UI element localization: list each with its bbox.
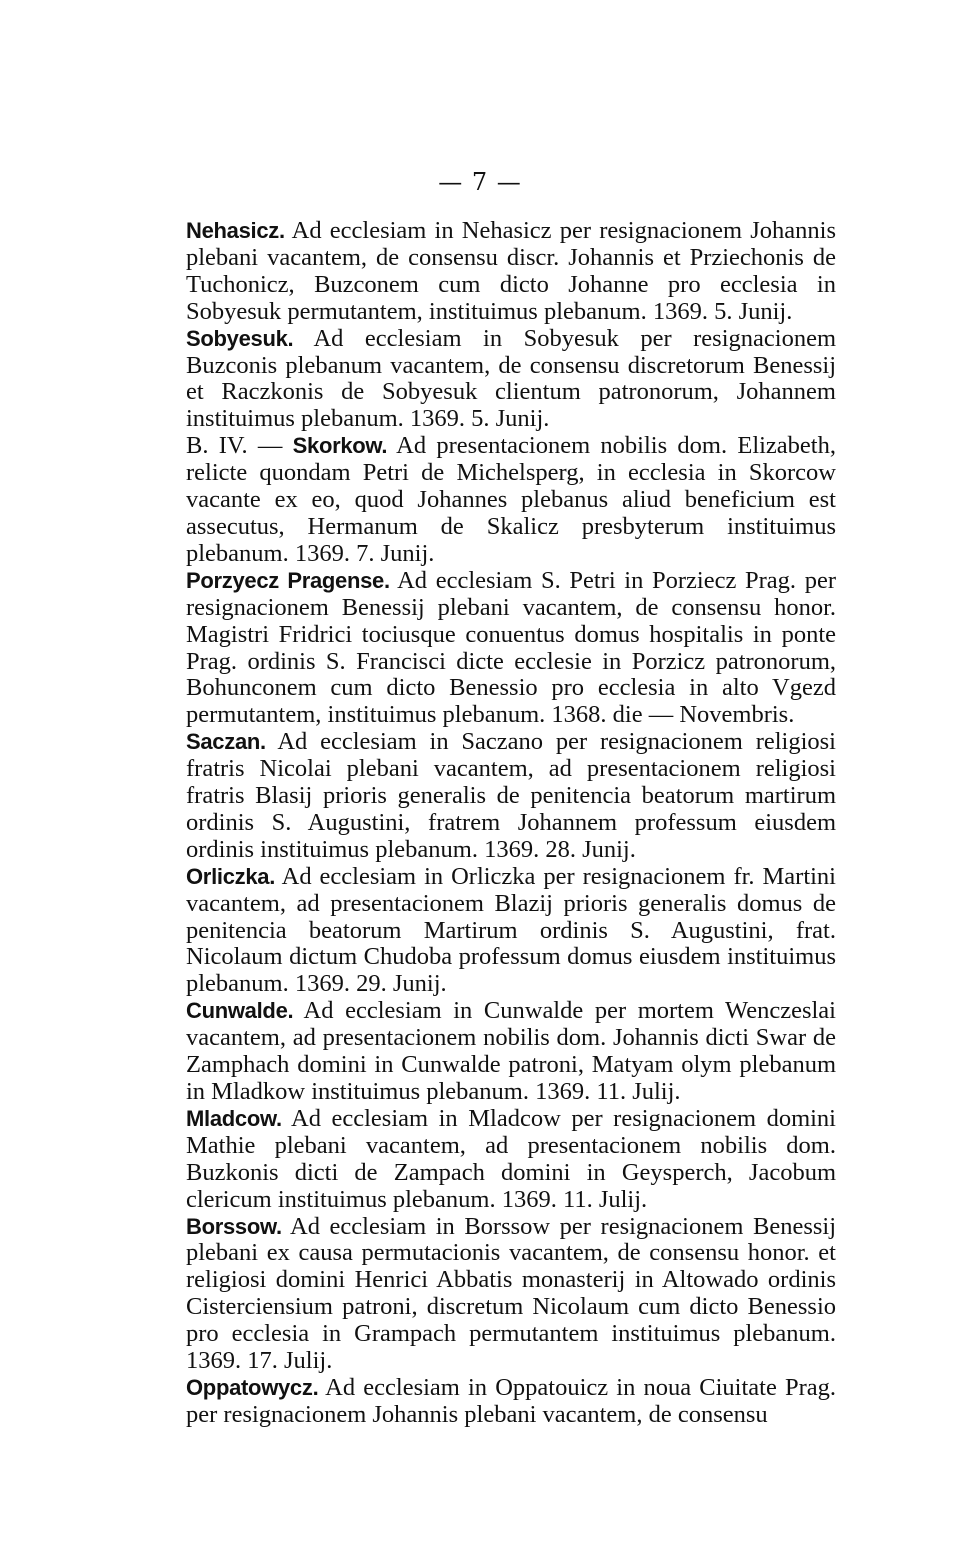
entry-heading: Nehasicz. [186,218,285,243]
entry-borssow [124,1214,836,1375]
entry-heading: Cunwalde. [186,998,294,1024]
entry-nehasicz [124,218,836,326]
entry-text: Ad ecclesiam in Cunwalde per mortem Wenczeslai vacantem, ad presentacionem nobilis dom. Johannis dicti Swar de Zamphach domini in Cunwalde patroni, Matyam olym plebanum in Mladkow instituimus plebanum. 1369. 11. Julij. [186,997,836,1105]
entry-orliczka [124,864,836,999]
entry-oppatowycz [124,1375,836,1429]
entry-heading: Sobyesuk. [186,325,294,351]
entry-text: Ad ecclesiam in Mladcow per resignacionem domini Mathie plebani vacantem, ad presentacionem nobilis dom. Buzkonis dicti de Zampach domini in Geysperch, Jacobum clericum instituimus plebanum. 1369. 11. Julij. [186,1104,836,1213]
entry-heading: Saczan. [186,729,266,755]
entry-text: Ad presentacionem nobilis dom. Elizabeth, relicte quondam Petri de Michelsperg, in ecclesia in Skorcow vacante ex eo, quod Johannes plebanus aliud beneficium est assecutus, Hermanum de Skalicz presbyterum instituimus plebanum. 1369. 7. Junij. [186,432,836,567]
entry-reference: B. IV. — [186,432,293,460]
entry-porzyecz [124,568,836,729]
entry-heading: Skorkow. [292,433,388,459]
entry-skorkow [124,433,836,568]
entry-heading: Oppatowycz. [186,1374,319,1400]
entry-text: Ad ecclesiam in Borssow per resignacionem Benessij plebani ex causa permutacionis vacantem, de consensu honor. et religiosi domini Henrici Abbatis monasterij in Altowado ordinis Cisterciensium patroni, discretum Nicolaum cum dicto Benessio pro ecclesia in Grampach permutantem instituimus plebanum. 1369. 17. Julij. [186,1212,836,1375]
entry-text: Ad ecclesiam in Sobyesuk per resignacionem Buzconis plebanum vacantem, de consensu discretorum Benessij et Raczkonis de Sobyesuk clientum patronorum, Johannem instituimus plebanum. 1369. 5. Junij. [186,324,836,433]
entry-text: Ad ecclesiam in Oppatouicz in noua Ciuitate Prag. per resignacionem Johannis plebani vacantem, de consensu [186,1373,836,1428]
entry-heading: Orliczka. [186,863,276,889]
entry-saczan [124,729,836,864]
entry-text: Ad ecclesiam in Nehasicz per resignacionem Johannis plebani vacantem, de consensu discr. Johannis et Prziechonis de Tuchonicz, Buzconem cum dicto Johanne pro ecclesia in Sobyesuk permutantem, instituimus plebanum. 1369. 5. Junij. [186,217,836,325]
entry-heading: Porzyecz Pragense. [186,567,390,593]
entry-heading: Mladcow. [186,1105,282,1131]
entry-cunwalde [124,998,836,1106]
entry-text: Ad ecclesiam in Orliczka per resignacionem fr. Martini vacantem, ad presentacionem Blazij prioris generalis domus de penitencia beatorum Martirum ordinis S. Augustini, frat. Nicolaum dictum Chudoba professum domus eiusdem instituimus plebanum. 1369. 29. Junij. [186,862,836,998]
entry-mladcow [124,1106,836,1214]
entry-heading: Borssow. [186,1213,282,1239]
entry-sobyesuk [124,326,836,434]
entry-text: Ad ecclesiam S. Petri in Porziecz Prag. per resignacionem Benessij plebani vacantem, de consensu honor. Magistri Fridrici tociusque conuentus domus hospitalis in ponte Prag. ordinis S. Francisci dicte ecclesie in Porzicz patronorum, Bohunconem cum dicto Benessio pro ecclesia in alto Vgezd permutantem, instituimus plebanum. 1368. die — Novembris. [186,566,836,729]
document-body [124,218,836,1429]
page-number: — 7 — [438,168,522,196]
entry-text: Ad ecclesiam in Saczano per resignacionem religiosi fratris Nicolai plebani vacantem, ad presentacionem religiosi fratris Blasij prioris generalis de penitencia beatorum martirum ordinis S. Augustini, fratrem Johannem professum eiusdem ordinis instituimus plebanum. 1369. 28. Junij. [186,728,836,863]
